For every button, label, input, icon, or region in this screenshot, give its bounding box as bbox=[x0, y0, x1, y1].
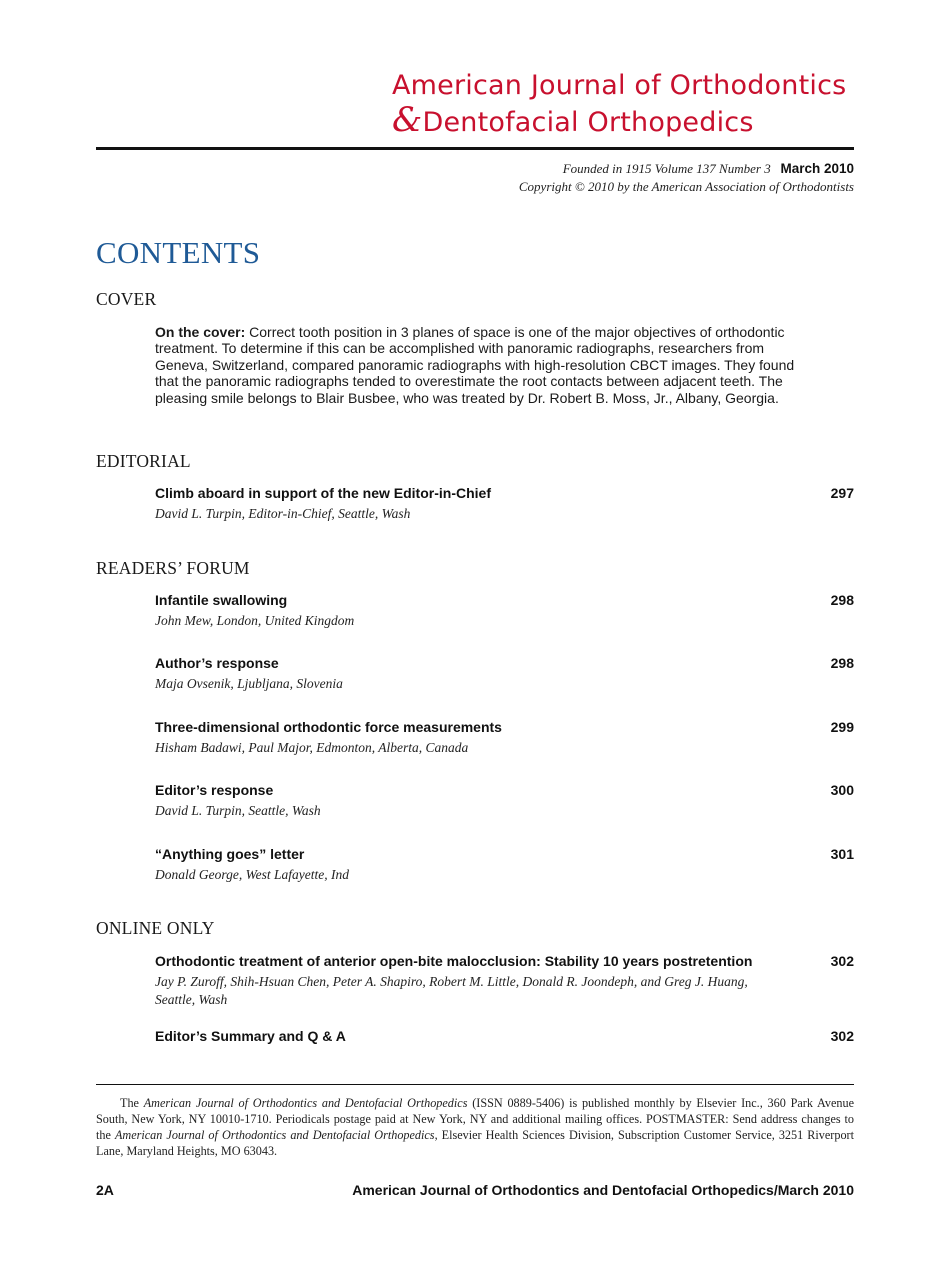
entry-title[interactable]: Editor’s Summary and Q & A bbox=[155, 1028, 346, 1044]
header-rule bbox=[96, 147, 854, 150]
page-number: 2A bbox=[96, 1182, 114, 1198]
running-title: American Journal of Orthodontics and Dentofacial Orthopedics/March 2010 bbox=[352, 1182, 854, 1198]
cover-text: Correct tooth position in 3 planes of space is one of the major objectives of orthodontic treatment. To determine if this can be accomplished with panoramic radiographs, researchers from Geneva, Switzerland, compared panoramic radiographs with high-resolution CBCT images. They found that the panoramic radiographs tended to overestimate the root contacts between adjacent teeth. The pleasing smile belongs to Blair Busbee, who was treated by Dr. Robert B. Moss, Jr., Albany, Georgia. bbox=[155, 324, 795, 406]
contents-title: CONTENTS bbox=[96, 235, 261, 270]
journal-title-line1: American Journal of Orthodontics bbox=[392, 70, 847, 101]
ampersand-logo: & bbox=[392, 100, 423, 140]
entry-page: 301 bbox=[830, 846, 854, 862]
journal-title-line2-text: Dentofacial Orthopedics bbox=[422, 107, 754, 138]
entry-authors: David L. Turpin, Editor-in-Chief, Seattle, Wash bbox=[155, 506, 411, 521]
cover-description bbox=[155, 324, 795, 406]
entry-authors: David L. Turpin, Seattle, Wash bbox=[155, 803, 321, 818]
toc-entry[interactable] bbox=[155, 782, 854, 820]
entry-authors: John Mew, London, United Kingdom bbox=[155, 613, 355, 628]
section-heading-readers-forum: READERS’ FORUM bbox=[96, 558, 250, 578]
journal-masthead bbox=[392, 68, 862, 140]
entry-page: 302 bbox=[830, 1028, 854, 1044]
entry-title[interactable]: Author’s response bbox=[155, 655, 279, 671]
entry-authors: Donald George, West Lafayette, Ind bbox=[155, 867, 349, 882]
notice-text: (ISSN 0889-5406) is published monthly by Elsevier Inc., 360 Park Avenue South, New York, NY 10010-1710. Periodicals postage paid at New York, NY and additional mailing offices. POSTMASTER: Send address changes to the bbox=[96, 1096, 854, 1142]
notice-journal-name: American Journal of Orthodontics and Dentofacial Orthopedics bbox=[114, 1128, 435, 1142]
footnote-rule bbox=[96, 1084, 854, 1085]
publication-notice bbox=[96, 1095, 854, 1159]
founded-volume: Founded in 1915 Volume 137 Number 3 bbox=[562, 161, 771, 176]
entry-page: 297 bbox=[830, 485, 854, 501]
notice-text: The bbox=[120, 1096, 144, 1110]
toc-entry[interactable] bbox=[155, 953, 854, 1009]
section-heading-editorial: EDITORIAL bbox=[96, 451, 191, 471]
entry-title[interactable]: Climb aboard in support of the new Editor-in-Chief bbox=[155, 485, 491, 501]
notice-journal-name: American Journal of Orthodontics and Dentofacial Orthopedics bbox=[143, 1096, 468, 1110]
issue-date: March 2010 bbox=[780, 161, 854, 176]
cover-label: On the cover: bbox=[155, 324, 246, 340]
toc-entry[interactable] bbox=[155, 592, 854, 630]
entry-title[interactable]: “Anything goes” letter bbox=[155, 846, 305, 862]
entry-title[interactable]: Infantile swallowing bbox=[155, 592, 288, 608]
entry-authors: Maja Ovsenik, Ljubljana, Slovenia bbox=[155, 676, 343, 691]
toc-entry[interactable] bbox=[155, 719, 854, 757]
entry-title[interactable]: Orthodontic treatment of anterior open-bite malocclusion: Stability 10 years postretention bbox=[155, 953, 753, 969]
toc-entry[interactable] bbox=[155, 846, 854, 884]
entry-page: 298 bbox=[830, 655, 854, 671]
journal-title-line2 bbox=[392, 100, 862, 140]
issue-info bbox=[563, 161, 854, 177]
toc-entry[interactable] bbox=[155, 655, 854, 693]
toc-entry[interactable] bbox=[155, 485, 854, 523]
entry-authors: Jay P. Zuroff, Shih-Hsuan Chen, Peter A. Shapiro, Robert M. Little, Donald R. Joondeph, and Greg J. Huang, Seattle, Wash bbox=[155, 974, 748, 1007]
section-heading-online-only: ONLINE ONLY bbox=[96, 918, 215, 938]
copyright-line: Copyright © 2010 by the American Association of Orthodontists bbox=[518, 179, 854, 194]
entry-title[interactable]: Editor’s response bbox=[155, 782, 274, 798]
entry-page: 302 bbox=[830, 953, 854, 969]
entry-page: 298 bbox=[830, 592, 854, 608]
entry-authors: Hisham Badawi, Paul Major, Edmonton, Alberta, Canada bbox=[155, 740, 469, 755]
section-heading-cover: COVER bbox=[96, 289, 157, 309]
toc-entry[interactable] bbox=[155, 1028, 854, 1045]
notice-text: , Elsevier Health Sciences Division, Subscription Customer Service, 3251 Riverport Lane, Maryland Heights, MO 63043. bbox=[96, 1128, 854, 1158]
entry-page: 300 bbox=[830, 782, 854, 798]
entry-title[interactable]: Three-dimensional orthodontic force measurements bbox=[155, 719, 502, 735]
entry-page: 299 bbox=[830, 719, 854, 735]
